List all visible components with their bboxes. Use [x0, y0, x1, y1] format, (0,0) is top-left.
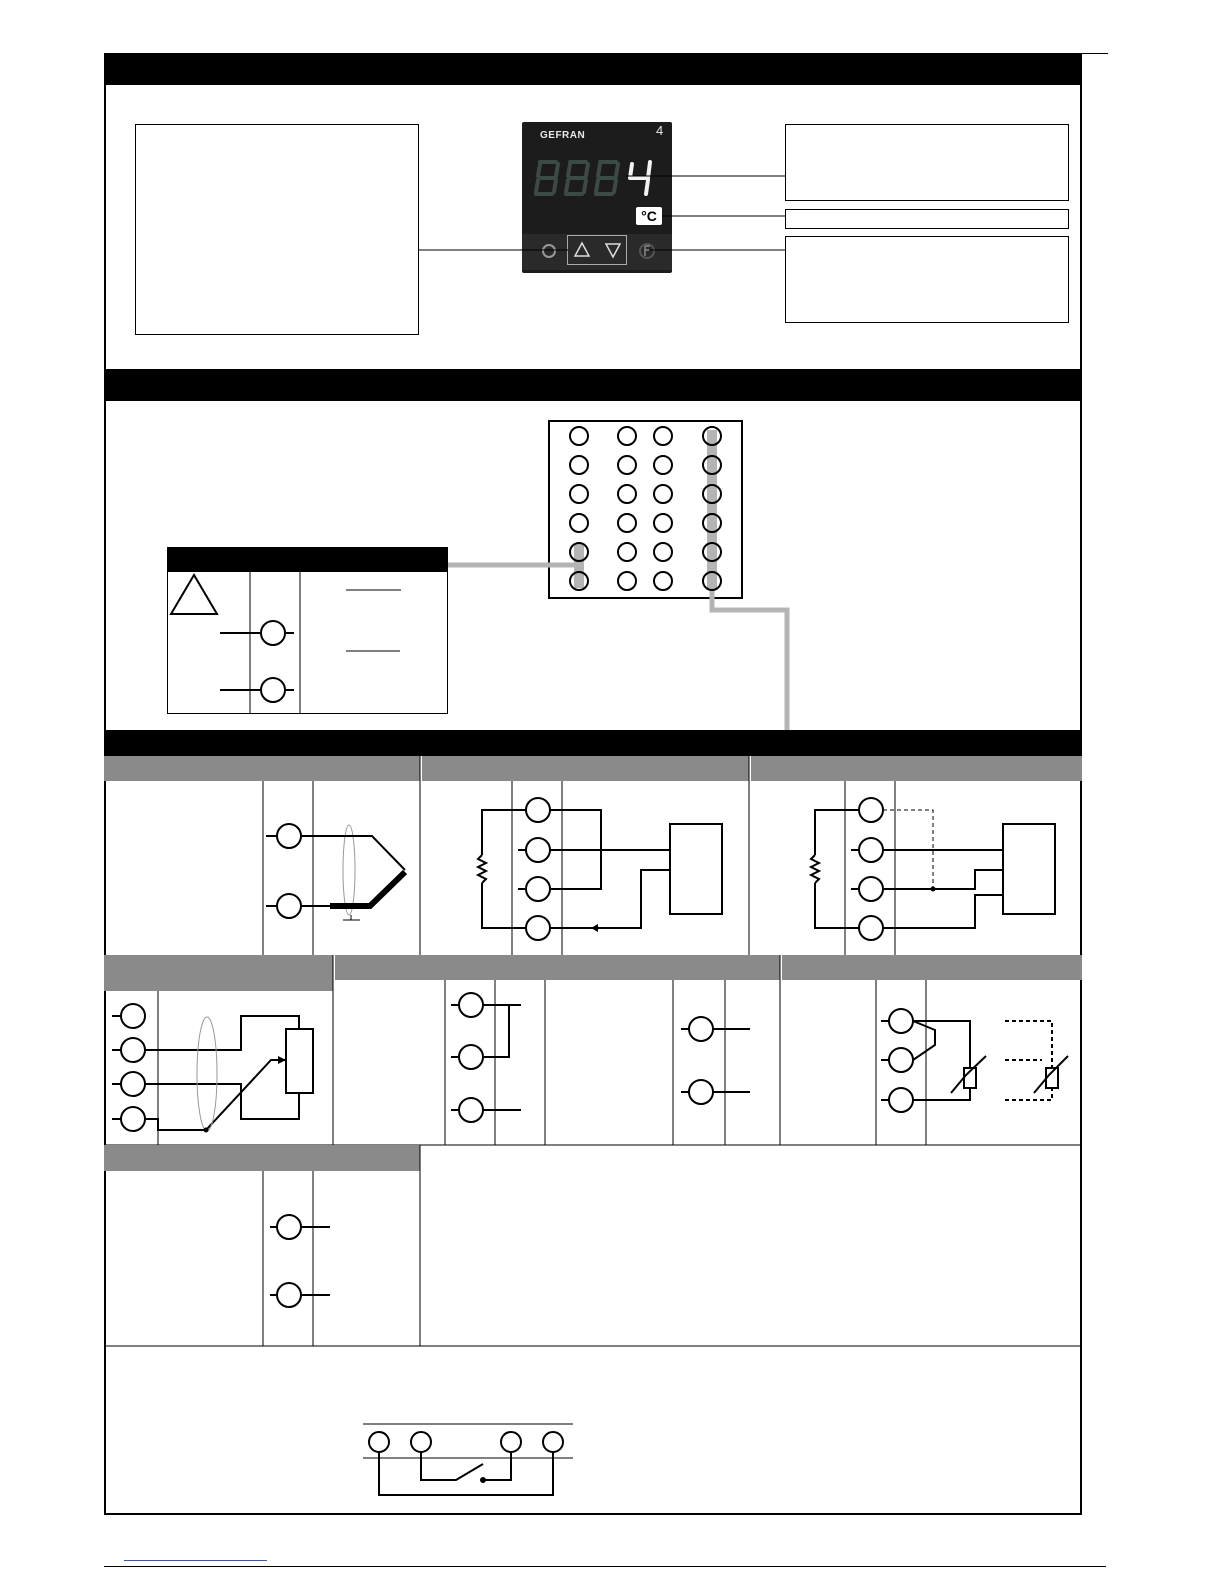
- unit-label: °C: [641, 208, 657, 224]
- brand-logo: GEFRAN: [540, 130, 586, 141]
- model-number: 4: [656, 123, 664, 138]
